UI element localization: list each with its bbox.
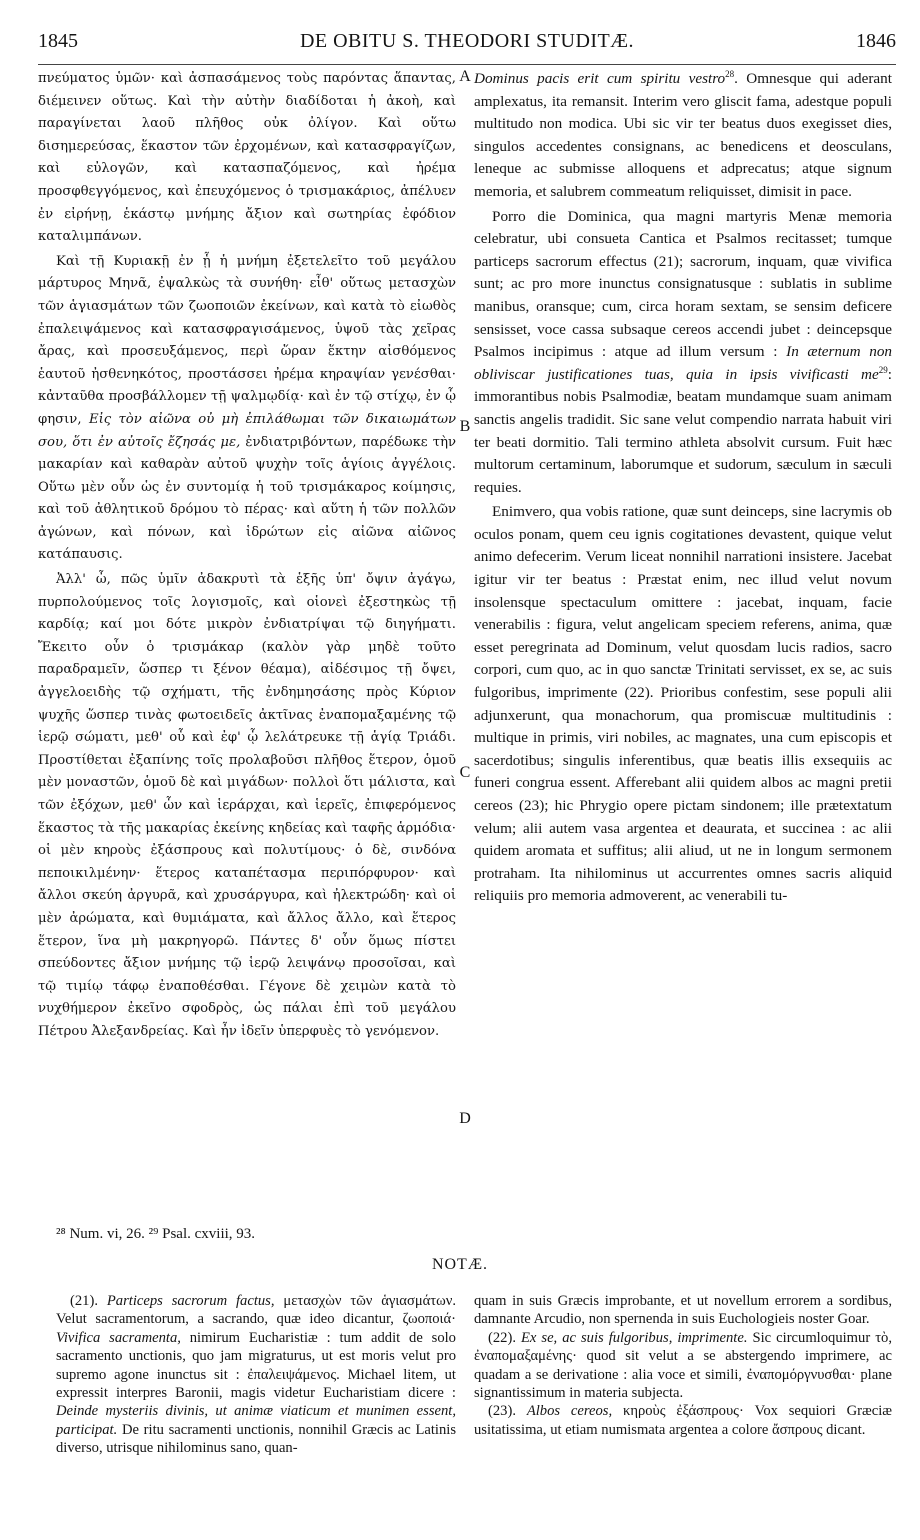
page-number-left: 1845 — [38, 30, 78, 52]
notes-left-column — [56, 1292, 456, 1458]
greek-column — [38, 68, 456, 1044]
greek-paragraph-2-text-b: ἐνδιατριβόντων, παρέδωκε τὴν μακαρίαν καὶ καθαρὰν αὐτοῦ ψυχὴν τοῖς ἁγίοις ἀγγέλοις. Οὕτω μὲν οὖν ὡς ἐν συντομίᾳ ἡ τοῦ τρισμάκαρος κοίμησις, καὶ τοῦ ἀθλητικοῦ δρόμου τὸ πέρας· καὶ αὕτη ἡ τῶν πολλῶν ἀγώνων, καὶ πόνων, καὶ ἱδρώτων εἰς αἰῶνα αἰῶνος κατάπαυσις. — [38, 434, 456, 563]
note-21-text-c: De ritu sacramenti unctionis, nonnihil Græcis ac Latinis diverso, utrisque nihilominus sano, quan- — [56, 1421, 456, 1457]
margin-letter-c: C — [459, 764, 471, 781]
greek-paragraph-2 — [38, 251, 456, 567]
page-number-right: 1846 — [856, 30, 896, 52]
latin-paragraph-2-text-a: Porro die Dominica, qua magni martyris Menæ memoria celebratur, ubi consueta Cantica et Psalmos recitasset; tumque particeps sacrorum effectus (21); sacrorum, inquam, quæ vivifica sunt; ac pro more inunctus consignatusque : sublatis in sublime manibus, oransque; cum, circa horam sextam, se sensim deficere sensisset, voce cassa subsaque cereos accendi jubet : deincepsque Psalmos incipimus : atque ad illum versum : — [474, 207, 892, 361]
latin-paragraph-1-text: . Omnesque qui aderant amplexatus, ita remansit. Interim vero gliscit fama, adestque populi multitudo non modica. Ubi sic vir ter beatus duos exegisset dies, singulos accedentes consignans, ac benedicens et deosculans, leneque ac submisse alloquens et adprecatus; atque signum memoria, et salubrem commeatum reliquisset, dimisit in pace. — [474, 70, 892, 200]
latin-paragraph-2 — [474, 206, 892, 500]
margin-letter-a: A — [459, 68, 471, 85]
note-21 — [56, 1292, 456, 1458]
latin-scripture-quote: Dominus pacis erit cum spiritu vestro — [474, 70, 726, 87]
latin-psalm-quote: In æternum non obliviscar justificationes tuas, quia in ipsis vivificasti me — [474, 343, 893, 383]
greek-paragraph-1: πνεύματος ὑμῶν· καὶ ἀσπασάμενος τοὺς παρόντας ἅπαντας, διέμεινεν οὕτως. Καὶ τὴν αὐτὴν διαδίδοται ἡ ἀκοὴ, καὶ παραγίνεται λαοῦ πλῆθος οὐκ ὀλίγον. Καὶ οὕτω δισημερεύσας, ἕκαστον τῶν ἐρχομένων, καὶ κατασφραγίζων, καὶ εὐλογῶν, καὶ κατασπαζόμενος, καὶ ἠρέμα προσφθεγγόμενος, καὶ ἐπευχόμενος ὁ τρισμακάριος, ἀπέλυεν ἐν εἰρήνῃ, ἑκάστῳ μνήμης ἄξιον καὶ σωτηρίας ἐφόδιον καταλιμπάνων. — [38, 71, 456, 245]
note-22 — [474, 1329, 892, 1403]
note-23-text: κηροὺς ἐξάσπρους· Vox sequiori Græciæ usitatissima, ut etiam numismata argentea a colore ἄσπρους dicant. — [474, 1403, 893, 1438]
note-23-number: (23). — [488, 1403, 516, 1420]
margin-letter-d: D — [459, 1110, 471, 1127]
note-21-italic-c: Deinde mysteriis divinis, ut animæ viaticum et munimen essent, participat. — [56, 1403, 456, 1438]
greek-paragraph-2-text-a: Καὶ τῇ Κυριακῇ ἐν ᾗ ἡ μνήμη ἐξετελεῖτο τοῦ μεγάλου μάρτυρος Μηνᾶ, ἐψαλκὼς τὰ συνήθη· εἶθ' οὕτως μετασχὼν τῶν ἁγιασμάτων τῶν ζωοποιῶν ἐκείνων, καὶ κατὰ τὸ εἰωθὸς ἐπαλειψάμενος καὶ κατασφραγισάμενος, ὑψοῦ τὰς χεῖρας ἄρας, καὶ προσευξάμενος, περὶ ὥραν ἕκτην αἰσθόμενος ἑαυτοῦ ἠσθενηκότος, προστάσσει ἠρέμα κηραψίαν γενέσθαι· κἀνταῦθα προσβάλλομεν τῇ ψαλμῳδίᾳ· καὶ ἐν τῷ στίχῳ, ἐν ᾧ φησιν, — [38, 253, 456, 427]
margin-letter-b: B — [459, 418, 471, 435]
note-23 — [474, 1402, 892, 1439]
scripture-references: ²⁸ Num. vi, 26. ²⁹ Psal. cxviii, 93. — [56, 1226, 256, 1242]
notes-right-column — [474, 1292, 892, 1439]
note-22-number: (22). — [488, 1329, 516, 1346]
note-21-continuation: quam in suis Græcis improbante, et ut novellum errorem a sordibus, damnante Arcudio, non spernenda in suis Euchologieis noster Goar. — [474, 1293, 892, 1328]
footnote-marker-28: 28 — [725, 68, 735, 79]
note-21-italic-b: Vivifica sacramenta, — [56, 1329, 181, 1346]
latin-paragraph-3: Enimvero, qua vobis ratione, quæ sunt deinceps, sine lacrymis ob oculos ponam, quem ceu ignis cogitationes devastent, quique velut animo defecerim. Verum liceat nonnihil narrationi insistere. Jacebat igitur vir ter beatus : Præstat enim, nec illud velut novum insolensque spectaculum omittere : jacebat, inquam, facie venerabilis : figura, velut angelicam speciem referens, anima, quæ esset peregrinata ad Dominum, velut quosdam lucis radios, sacro corpori, cum quo, ac in quo sanctæ Trinitati servisset, ex se, ac suis fulgoribus, imprimente (22). Prioribus confestim, sese populi alii adjunxerunt, qua monachorum, qua promiscuæ multitudinis : multique in primis, viri nobiles, ac magnates, una cum episcopis et sacerdotibus; singulis inferentibus, quæ beatis illis exsequiis ac funeri congrua essent. Afferebant alii quidem albos ac magni pretii cereos (23); hic Phrygio opere pictam sindonem; ille prætextatum velum; alii autem vasa argentea et deaurata, et succinea : ac alii quidem aromata et suffitus; alii aliud, ut ne in longum sermonem protraham. Ita nihilominus ut accurrentes omnes sacris aliquid reliquiis pro memoria admoverent, ac venerabili tu- — [474, 503, 892, 905]
note-21-lemma: Particeps sacrorum factus, — [106, 1293, 275, 1309]
note-21-text-b: nimirum Eucharistiæ : tum addit de solo sacramento unctionis, quo jam migraturus, ut est moris velut pro supremo agone inunctus sit : ἐπαλειψάμενος. Michael litem, ut expressit interpres Baronii, magis videtur Eucharistiam dicere : — [56, 1329, 456, 1402]
running-header — [38, 30, 896, 65]
latin-column — [474, 68, 892, 908]
note-23-lemma: Albos cereos, — [526, 1403, 613, 1420]
greek-psalm-quote: Εἰς τὸν αἰῶνα οὐ μὴ ἐπιλάθωμαι τῶν δικαιωμάτων σου, ὅτι ἐν αὐτοῖς ἔζησάς με, — [38, 411, 457, 450]
note-22-text: Sic circumloquimur τὸ, ἐναπομαξαμένης· quod sit velut a se abstergendo imprimere, ac quadam a se derivatione : alia voce et simili, ἐναπομόργνυσθαι· plane signantissimum in materia subjecta. — [474, 1329, 892, 1402]
notes-heading: NOTÆ. — [431, 1256, 489, 1273]
latin-paragraph-1 — [474, 68, 892, 204]
greek-paragraph-3: Ἀλλ' ὦ, πῶς ὑμῖν ἀδακρυτὶ τὰ ἑξῆς ὑπ' ὄψιν ἀγάγω, πυρπολούμενος τοῖς λογισμοῖς, καὶ οἱονεὶ ἐξεστηκὼς τῇ καρδίᾳ; καί μοι δότε μικρὸν ἐνδιατρίψαι τῷ διηγήματι. Ἔκειτο οὖν ὁ τρισμάκαρ (καλὸν γὰρ μηδὲ τοῦτο παραδραμεῖν, ὥσπερ τι ξένον θέαμα), αἰδέσιμος τῇ ὄψει, ἀγγελοειδὴς τῷ σχήματι, τῆς ἐνδημησάσης πρὸς Κύριον ψυχῆς ὥσπερ τινὰς φωτοειδεῖς ἀκτῖνας ἐναπομαξαμένης τῷ ἱερῷ σώματι, μεθ' οὗ καὶ ἐφ' ᾧ λελάτρευκε τῇ ἁγίᾳ Τριάδι. Προστίθεται ἐξαπίνης τοῖς προλαβοῦσι πλῆθος ἕτερον, ὁμοῦ μὲν μοναστῶν, ὁμοῦ δὲ καὶ μιγάδων· πολλοὶ ὅτι μάλιστα, καὶ τῶν ἐξόχων, μεθ' ὧν καὶ ἱεράρχαι, καὶ ἱερεῖς, ἐπιφερόμενος ἕκαστος τὰ τῆς μακαρίας ἐκείνης κηδείας καὶ ταφῆς ἁρμόδια· οἱ μὲν κηροὺς ἐξάσπρους καὶ πολυτίμους· ὁ δὲ, σινδόνα πεποικιλμένην· ἕτερος καταπέτασμα περιπόρφυρον· καὶ ἄλλοι σκεύη ἀργυρᾶ, καὶ χρυσάργυρα, καὶ ἠλεκτρώδη· καὶ οἱ μὲν ἀρώματα, καὶ θυμιάματα, καὶ ἄλλος ἄλλο, καὶ ἕτερος ἕτερον, ἵνα μὴ μακρηγορῶ. Πάντες δ' οὖν ὅμως πίστει σπεύδοντες ἄξιον μνήμης τῷ ἱερῷ λειψάνῳ προσοῖσαι, καὶ τῷ τιμίῳ τάφῳ ἐναποθέσθαι. Γέγονε δὲ χειμὼν κατὰ τὸ νυχθήμερον ἐκεῖνο σφοδρὸς, ὡς πάλαι ἐπὶ τοῦ μεγάλου Πέτρου Ἀλεξανδρείας. Καὶ ἦν ἰδεῖν ὑπερφυὲς τὸ γενόμενον. — [38, 572, 456, 1039]
running-title: DE OBITU S. THEODORI STUDITÆ. — [299, 30, 635, 52]
latin-paragraph-2-text-b: : immorantibus nobis Psalmodiæ, beatam mundamque suam animam sanctis angelis tradidit. Sic sane velut compendio narrata habuit viri ter beati dormitio. Tali termino athleta absolvit cursum. Fuit hæc multorum certaminum, laborumque et sudorum, sæculum in sæculi requies. — [474, 365, 892, 496]
note-22-lemma: Ex se, ac suis fulgoribus, imprimente. — [520, 1329, 748, 1346]
footnote-marker-29: 29 — [878, 364, 888, 375]
note-21-text-a: μετασχὼν τῶν ἁγιασμάτων. Velut sacramentorum, a sacrando, quæ ideo dicantur, ζωοποιά· — [56, 1293, 457, 1328]
note-21-number: (21). — [70, 1293, 98, 1309]
